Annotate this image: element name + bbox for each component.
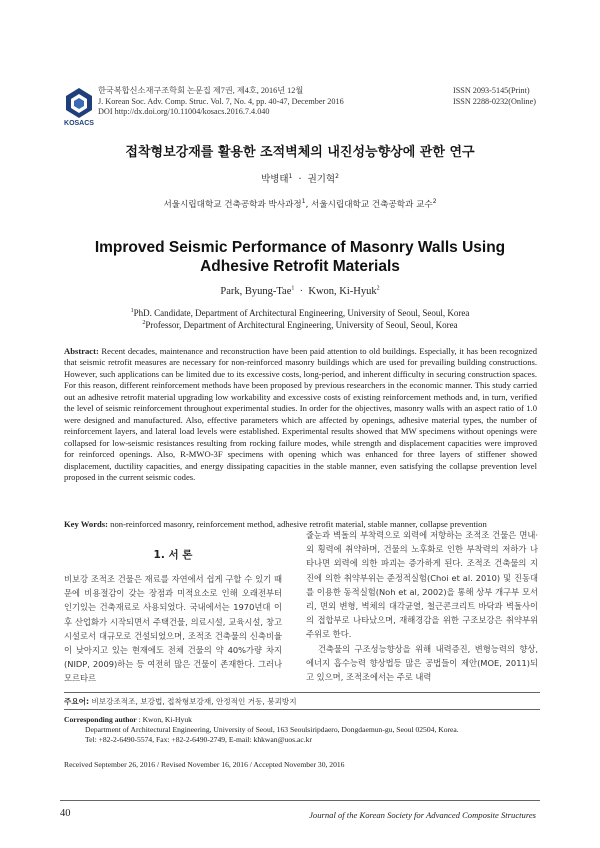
affil-1-sup: 1: [301, 198, 306, 206]
affiliation-korean: [0, 198, 600, 210]
received-dates: Received September 26, 2016 / Revised November 16, 2016 / Accepted November 30, 2016: [64, 760, 345, 769]
abstract: [64, 346, 537, 483]
corresponding-author: [64, 715, 544, 745]
footer-journal-name: Journal of the Korean Society for Advanced Composite Structures: [309, 810, 536, 820]
keywords-korean-label: 주요어:: [64, 697, 90, 706]
logo-text: KOSACS: [64, 120, 94, 126]
affil-1-english: PhD. Candidate, Department of Architectural Engineering, University of Seoul, Seoul, Korea: [133, 308, 470, 318]
author-2-sup: 2: [335, 172, 339, 180]
issn-print: ISSN 2093-5145(Print): [452, 86, 530, 95]
issn-online: ISSN 2288-0232(Online): [452, 96, 536, 106]
title-english-line2: Adhesive Retrofit Materials: [200, 258, 400, 275]
corr-label: Corresponding author: [64, 715, 137, 724]
corr-line: [64, 715, 544, 725]
keywords-text: non-reinforced masonry, reinforcement method, adhesive retrofit material, stable manner, collapse prevention: [110, 519, 487, 529]
journal-name-english: J. Korean Soc. Adv. Comp. Struc. Vol. 7, No. 4, pp. 40-47, December 2016: [98, 96, 344, 106]
keywords-korean-text: 비보강조적조, 보강법, 접착형보강재, 안정적인 거동, 붕괴방지: [91, 697, 297, 706]
journal-citation: [98, 86, 344, 118]
authors-korean: [0, 171, 600, 185]
affil-1-en-sup: 1: [130, 308, 134, 314]
author-en-separator: ·: [299, 286, 304, 297]
footnote-divider: [64, 692, 540, 693]
abstract-text: Recent decades, maintenance and reconstruction have been paid attention to old buildings. Especially, it has been recognized that seismic retrofit measures are necessary for non-reinforced masonry buildings which are used for prevailing building constructions. However, such applications can be limited due to its excessive costs, long-period, and inherent difficulty in securing construction spaces. For this reason, different reinforcement methods have been proposed by previous researchers in the economic manner. This study carried out an adhesive retrofit material upgrading low workability and excessive costs of existing reinforcement methods and, in turn, verified the level of seismic reinforcement throughout experimental studies. In order for the objectives, masonry walls with an aspect ratio of 1.0 were designed and manufactured. Also, effective parameters which are affected by openings, adhesive material types, the number of reinforcement layers, and lateral load levels were established. Experimental results showed that MW specimens without openings were collapsed for low-seismic resistances resulting from rocking failure modes, while strength and displacement capacities were improved for reinforced openings. Also, R-MWO-3F specimens with opening which was enhanced for three layers of stiffener showed displacement, ductility capacities, and energy dissipating capacities in the stable manner, even satisfying the collapse prevention level proposed in the current seismic codes.: [64, 346, 538, 482]
issn-block: [453, 86, 536, 107]
corr-name: : Kwon, Ki-Hyuk: [138, 715, 192, 724]
corr-contact: Tel: +82-2-6490-5574, Fax: +82-2-6490-2749, E-mail: khkwan@uos.ac.kr: [85, 735, 312, 744]
author-1-sup: 1: [288, 172, 293, 180]
affil-2-sup: 2: [432, 198, 437, 206]
author-1-english: Park, Byung-Tae: [220, 286, 292, 297]
footnote-divider-2: [64, 709, 540, 710]
body-column-right: [306, 528, 538, 684]
abstract-label: Abstract:: [64, 346, 99, 356]
affil-separator: ,: [305, 200, 312, 210]
author-1-en-sup: 1: [291, 285, 295, 292]
affiliation-english: [0, 307, 600, 331]
author-2-korean: 권기혁: [307, 174, 336, 185]
footer-divider: [60, 800, 540, 801]
affil-2-english-line: [0, 319, 600, 331]
body-column-left: 비보강 조적조 건물은 재료를 자연에서 쉽게 구할 수 있기 때문에 비용절감이 갖는 장점과 미적요소로 인해 오래전부터 인기있는 건축재료로 사용되었다. 국내에서는 1970년대 이후 산업화가 시작되면서 주택건물, 의료시설, 교육시설, 창고시설로서 대규모로 건설되었으며, 조적조 건축물의 신축비율이 낮아지고 있는 현재에도 전체 건물의 약 40%가량 차지(NIDP, 2009)하는 등 여전히 많은 건물이 존재한다. 그러나 모르타르: [64, 574, 282, 684]
journal-name-korean: 한국복합신소재구조학회 논문집 제7권, 제4호, 2016년 12월: [98, 86, 304, 95]
author-2-en-sup: 2: [376, 285, 380, 292]
body-paragraph-1: 줄눈과 벽돌의 부착력으로 외력에 저항하는 조적조 건물은 면내·외 횡력에 취약하며, 건물의 노후화로 인한 부착력의 저하가 나타나면 외력에 의한 파괴는 증가하게 된다. 조적조 건축물의 지진에 의한 취약부위는 준정적실험(Choi et al. 2010) 및 진동대를 이용한 동적실험(Noh et al, 2002)을 통해 상부 개구부 모서리, 면외 변형, 벽체의 대각균열, 철근콘크리트 바닥과 벽돌사이의 접합부로 나타났으며, 재해경감을 위한 구조보강은 취약부위주위로 한다.: [306, 530, 538, 640]
title-english-line1: Improved Seismic Performance of Masonry Walls Using: [94, 239, 506, 256]
affil-1-korean: 서울시립대학교 건축공학과 박사과정: [163, 200, 302, 210]
doi-link[interactable]: DOI http://dx.doi.org/10.11004/kosacs.2016.7.4.040: [98, 107, 270, 117]
corr-address: Department of Architectural Engineering, University of Seoul, 163 Seoulsiripdaero, Dongdaemun-gu, Seoul 02504, Korea.: [85, 725, 459, 734]
author-1-korean: 박병태: [261, 174, 289, 185]
keywords-label: Key Words:: [64, 519, 109, 529]
affil-2-en-sup: 2: [142, 320, 146, 326]
title-english: [0, 238, 600, 276]
affil-2-korean: 서울시립대학교 건축공학과 교수: [311, 200, 433, 210]
body-paragraph-2: 건축물의 구조성능향상을 위해 내력증진, 변형능력의 향상, 에너지 흡수능력 향상법등 많은 공법들이 제안(MOE, 2011)되고 있으며, 조적조에서는 주로 내력: [306, 643, 538, 683]
authors-english: [0, 286, 600, 297]
author-2-english: Kwon, Ki-Hyuk: [308, 286, 377, 297]
kosacs-logo-icon: [60, 86, 98, 126]
author-separator: ·: [298, 174, 302, 185]
section-heading-introduction: 1. 서 론: [153, 549, 193, 561]
page-number: 40: [60, 808, 71, 819]
title-korean: 접착형보강재를 활용한 조적벽체의 내진성능향상에 관한 연구: [125, 145, 475, 160]
keywords-korean: [64, 696, 297, 707]
affil-2-english: Professor, Department of Architectural Engineering, University of Seoul, Seoul, Korea: [145, 320, 458, 330]
affil-1-english-line: [0, 307, 600, 319]
journal-logo: [60, 86, 98, 126]
